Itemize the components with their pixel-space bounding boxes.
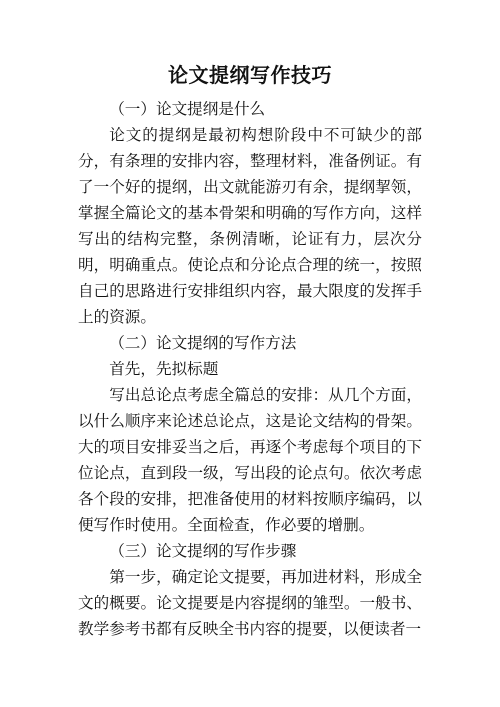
section-heading-writing-steps: （三）论文提纲的写作步骤: [109, 542, 297, 560]
section-heading-what-is-outline: （一）论文提纲是什么: [109, 100, 266, 118]
document-title: 论文提纲写作技巧: [168, 63, 332, 87]
paragraph-step-one: 第一步，确定论文提要，再加进材料，形成全文的概要。论文提要是内容提纲的雏型。一般书、教学参考书都有反映全书内容的提要，以便读者一: [78, 568, 422, 638]
paragraph-outline-definition: 论文的提纲是最初构想阶段中不可缺少的部分，有条理的安排内容，整理材料，准备例证。有了一个好的提纲，出文就能游刃有余，提纲挈领，掌握全篇论文的基本骨架和明确的写作方向，这样写出的结构完整，条例清晰，论证有力，层次分明，明确重点。使论点和分论点合理的统一，按照自己的思路进行安排组织内容，最大限度的发挥手上的资源。: [78, 126, 422, 326]
section-heading-writing-method: （二）论文提纲的写作方法: [109, 334, 297, 352]
paragraph-method-details: 写出总论点考虑全篇总的安排：从几个方面，以什么顺序来论述总论点，这是论文结构的骨架。大的项目安排妥当之后，再逐个考虑每个项目的下位论点，直到段一级，写出段的论点句。依次考虑各个段的安排，把准备使用的材料按顺序编码，以便写作时使用。全面检查，作必要的增删。: [78, 386, 422, 534]
paragraph-first-draft-title: 首先，先拟标题: [109, 360, 219, 378]
